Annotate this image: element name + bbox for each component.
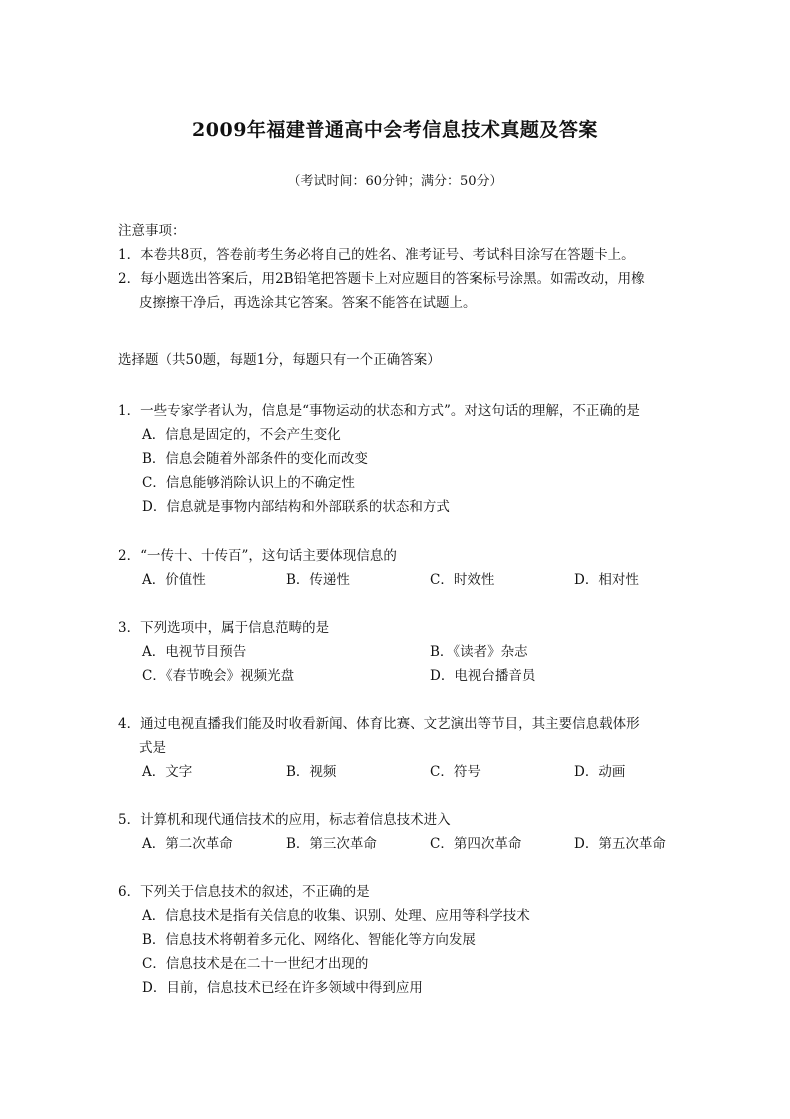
notes-section xyxy=(118,219,678,315)
option-d: D．信息就是事物内部结构和外部联系的状态和方式 xyxy=(142,499,450,515)
option-c: C．时效性 xyxy=(430,572,495,588)
page-title: 2009年福建普通高中会考信息技术真题及答案 xyxy=(192,119,598,141)
question-6 xyxy=(118,880,678,1000)
option-c: C．信息能够消除认识上的不确定性 xyxy=(142,475,355,491)
option-b: B．第三次革命 xyxy=(286,836,377,852)
option-b: B．信息会随着外部条件的变化而改变 xyxy=(142,451,368,467)
option-b: B．视频 xyxy=(286,764,337,780)
question-stem: 6．下列关于信息技术的叙述，不正确的是 xyxy=(118,884,370,900)
question-stem: 2．“一传十、十传百”，这句话主要体现信息的 xyxy=(118,548,397,564)
exam-info: （考试时间：60分钟；满分：50分） xyxy=(287,174,503,189)
question-2 xyxy=(118,544,678,592)
option-a: A．信息是固定的，不会产生变化 xyxy=(142,427,341,443)
question-stem: 1．一些专家学者认为，信息是“事物运动的状态和方式”。对这句话的理解，不正确的是 xyxy=(118,403,640,419)
notes-heading: 注意事项： xyxy=(118,223,186,239)
section-heading: 选择题（共50题，每题1分，每题只有一个正确答案） xyxy=(118,352,441,368)
option-d: D．电视台播音员 xyxy=(430,668,536,684)
option-c: C．第四次革命 xyxy=(430,836,522,852)
option-b: B．《读者》杂志 xyxy=(430,644,528,660)
options-row xyxy=(118,760,678,784)
option-a: A．电视节目预告 xyxy=(142,644,247,660)
option-a: A．价值性 xyxy=(142,572,206,588)
question-stem: 3．下列选项中，属于信息范畴的是 xyxy=(118,620,330,636)
question-4 xyxy=(118,712,678,784)
option-d: D．第五次革命 xyxy=(574,836,666,852)
option-a: A．文字 xyxy=(142,764,193,780)
option-a: A．第二次革命 xyxy=(142,836,233,852)
question-stem-continued: 式是 xyxy=(139,740,166,756)
option-c: C．符号 xyxy=(430,764,481,780)
option-a: A．信息技术是指有关信息的收集、识别、处理、应用等科学技术 xyxy=(142,908,530,924)
option-c: C．信息技术是在二十一世纪才出现的 xyxy=(142,956,369,972)
options-row xyxy=(118,640,678,664)
options-row xyxy=(118,832,678,856)
option-c: C．《春节晚会》视频光盘 xyxy=(142,668,295,684)
question-stem: 4．通过电视直播我们能及时收看新闻、体育比赛、文艺演出等节目，其主要信息载体形 xyxy=(118,716,640,732)
question-stem: 5．计算机和现代通信技术的应用，标志着信息技术进入 xyxy=(118,812,451,828)
question-3 xyxy=(118,616,678,688)
question-5 xyxy=(118,808,678,856)
options-row xyxy=(118,568,678,592)
option-b: B．传递性 xyxy=(286,572,350,588)
option-d: D．目前，信息技术已经在许多领域中得到应用 xyxy=(142,980,423,996)
option-b: B．信息技术将朝着多元化、网络化、智能化等方向发展 xyxy=(142,932,476,948)
options-row xyxy=(118,664,678,688)
option-d: D．动画 xyxy=(574,764,626,780)
notes-item-1: 1．本卷共8页，答卷前考生务必将自己的姓名、准考证号、考试科目涂写在答题卡上。 xyxy=(118,247,635,263)
notes-item-2-continued: 皮擦擦干净后，再选涂其它答案。答案不能答在试题上。 xyxy=(139,295,477,311)
option-d: D．相对性 xyxy=(574,572,639,588)
notes-item-2: 2．每小题选出答案后，用2B铅笔把答题卡上对应题目的答案标号涂黑。如需改动，用橡 xyxy=(118,271,645,287)
question-1 xyxy=(118,399,678,519)
